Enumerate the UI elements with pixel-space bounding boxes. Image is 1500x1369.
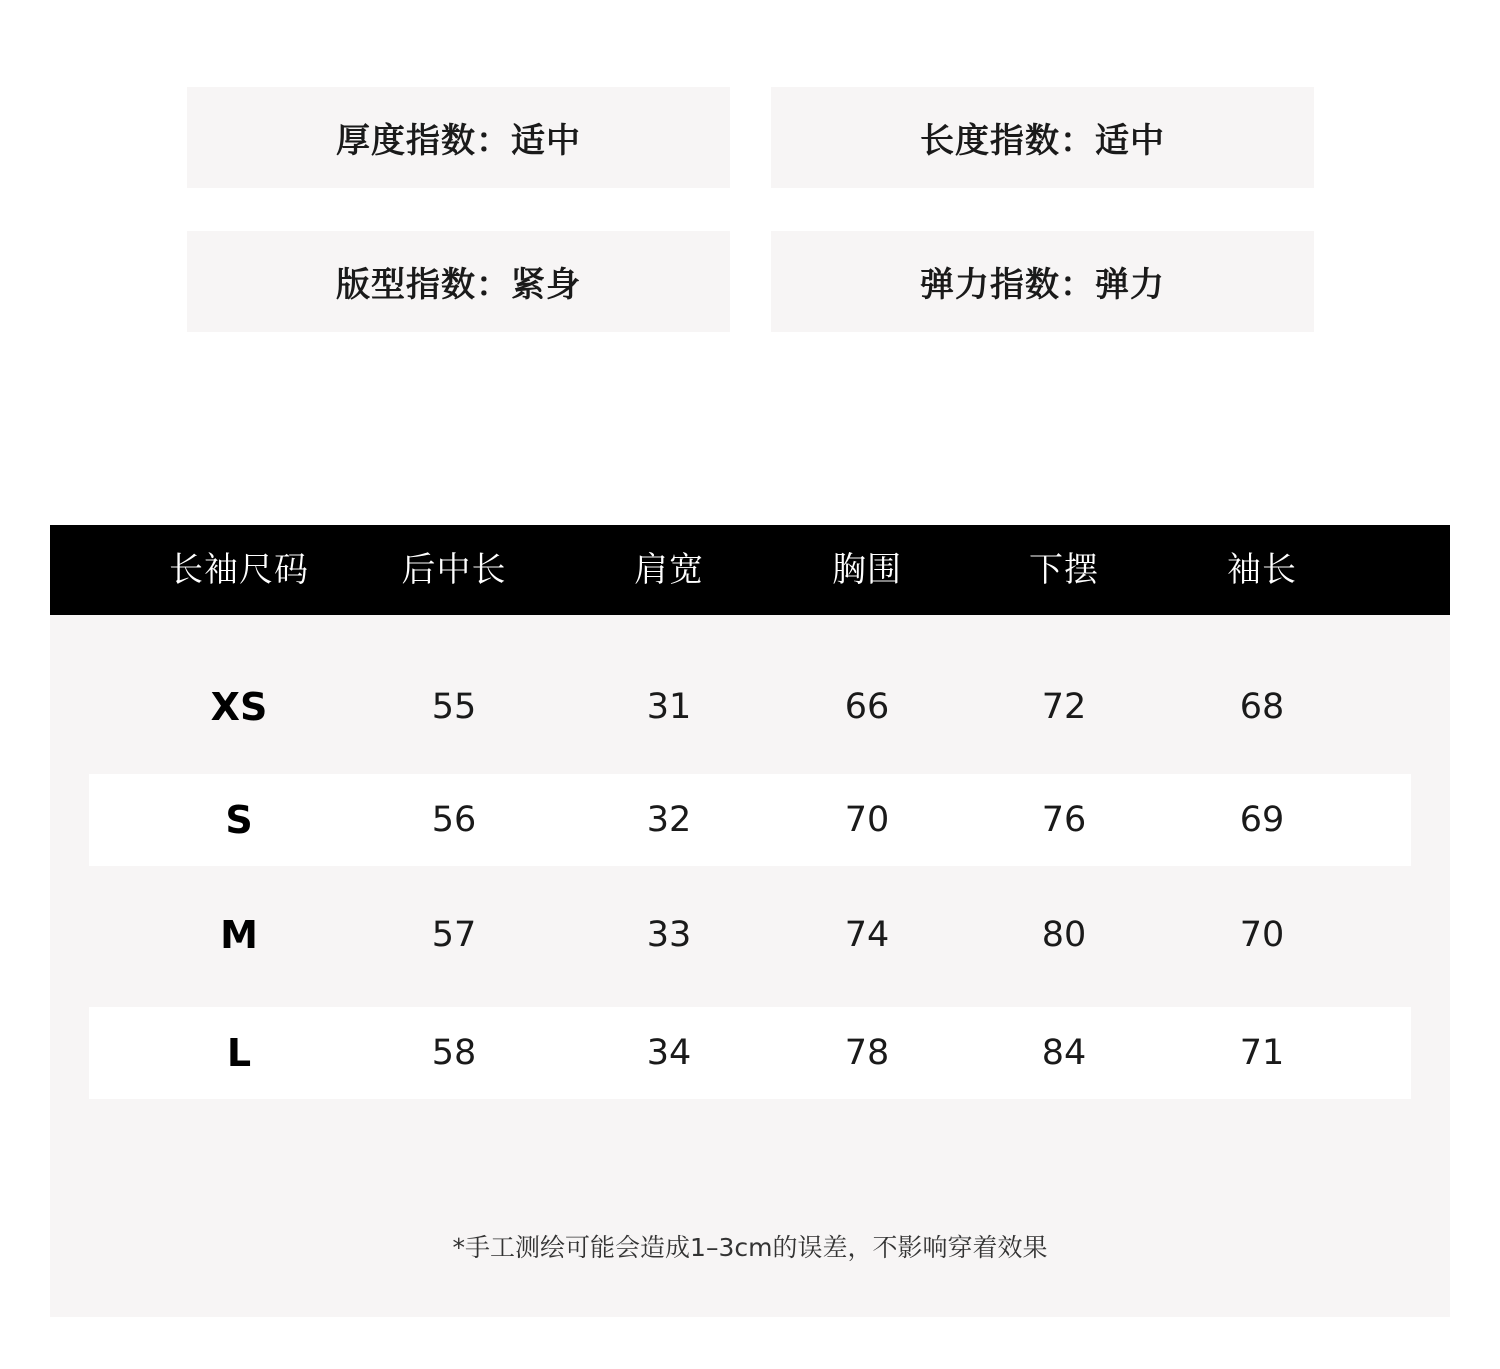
table-cell: 80 [1041, 915, 1087, 955]
header-shoulder-width: 肩宽 [634, 550, 704, 590]
elasticity-index-badge: 弹力指数：弹力 [771, 231, 1314, 332]
table-header-row [50, 525, 1450, 615]
table-cell: 55 [431, 687, 477, 727]
table-row [89, 774, 1411, 866]
header-size: 长袖尺码 [169, 550, 309, 590]
table-row [89, 661, 1411, 753]
fit-index-badge: 版型指数：紧身 [187, 231, 730, 332]
header-hem: 下摆 [1029, 550, 1099, 590]
size-chart-table [50, 525, 1450, 1317]
size-cell: S [225, 798, 253, 842]
thickness-index-badge: 厚度指数：适中 [187, 87, 730, 188]
header-back-length: 后中长 [401, 550, 507, 590]
header-chest: 胸围 [832, 550, 902, 590]
table-cell: 56 [431, 800, 477, 840]
table-cell: 33 [646, 915, 692, 955]
table-cell: 32 [646, 800, 692, 840]
table-cell: 66 [844, 687, 890, 727]
size-cell: XS [210, 685, 268, 729]
header-sleeve-length: 袖长 [1227, 550, 1297, 590]
size-cell: M [220, 913, 258, 957]
table-cell: 70 [1239, 915, 1285, 955]
measurement-footnote: *手工测绘可能会造成1–3cm的误差，不影响穿着效果 [452, 1233, 1048, 1262]
table-cell: 31 [646, 687, 692, 727]
table-cell: 34 [646, 1033, 692, 1073]
table-cell: 71 [1239, 1033, 1285, 1073]
table-cell: 78 [844, 1033, 890, 1073]
table-cell: 70 [844, 800, 890, 840]
size-cell: L [226, 1031, 252, 1075]
table-cell: 58 [431, 1033, 477, 1073]
table-cell: 72 [1041, 687, 1087, 727]
table-row [89, 889, 1411, 981]
table-cell: 76 [1041, 800, 1087, 840]
table-row [89, 1007, 1411, 1099]
table-cell: 84 [1041, 1033, 1087, 1073]
table-cell: 68 [1239, 687, 1285, 727]
table-cell: 57 [431, 915, 477, 955]
table-cell: 74 [844, 915, 890, 955]
length-index-badge: 长度指数：适中 [771, 87, 1314, 188]
table-cell: 69 [1239, 800, 1285, 840]
